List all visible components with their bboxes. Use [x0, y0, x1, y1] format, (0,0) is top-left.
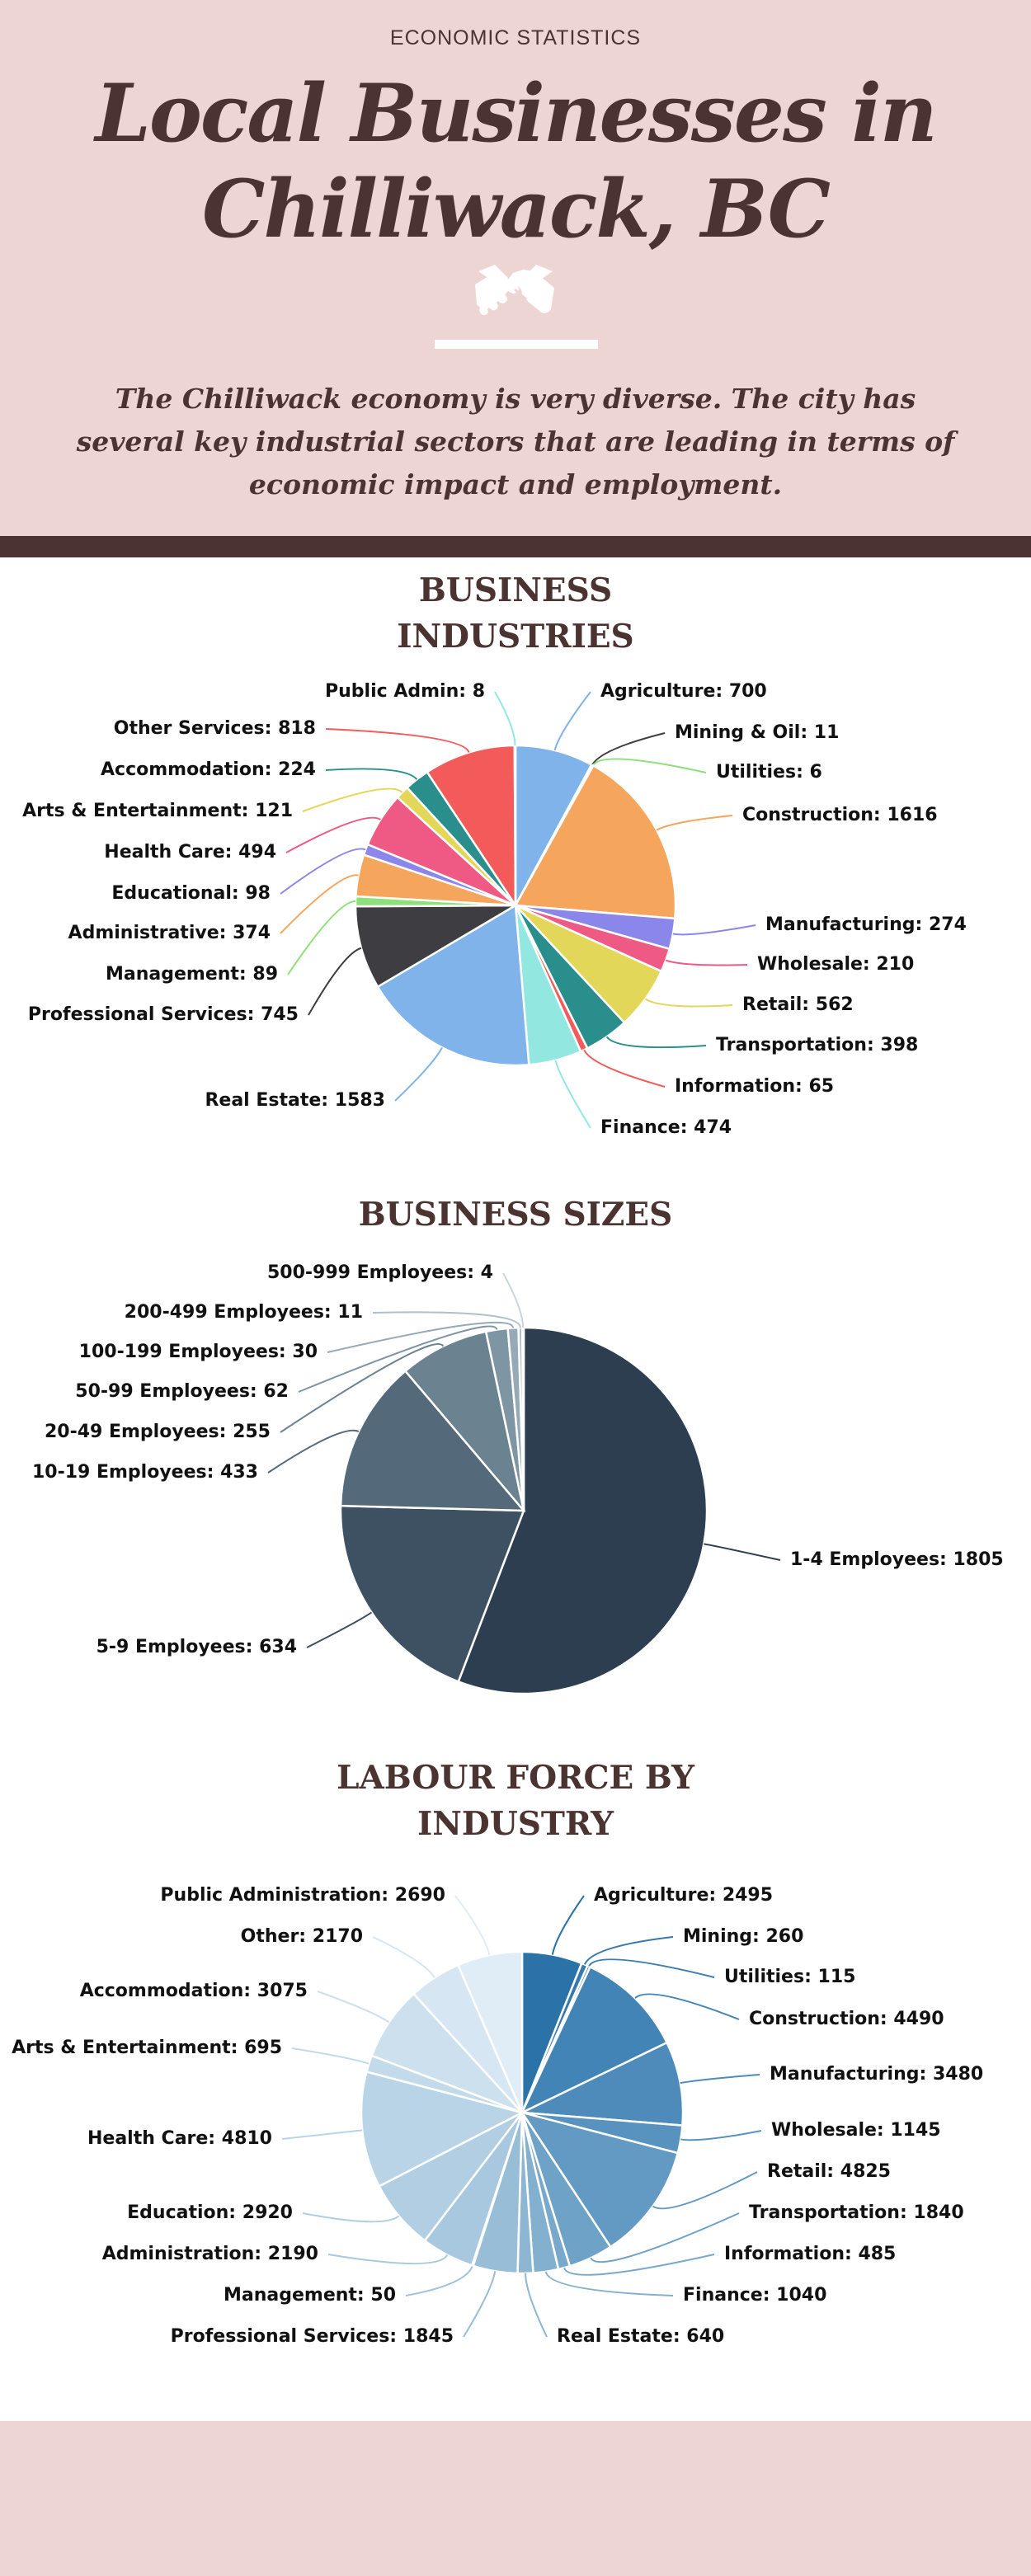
- data-label-mining-and-oil: Mining & Oil: 11: [675, 722, 840, 743]
- pie-slice-public-admin: [515, 745, 516, 905]
- data-label-health-care: Health Care: 4810: [87, 2128, 272, 2149]
- data-label-arts-and-entertainment: Arts & Entertainment: 121: [22, 801, 293, 821]
- data-label-educational: Educational: 98: [111, 883, 271, 904]
- business-industries-title-line-1: BUSINESS: [418, 571, 613, 609]
- leader-line-accommodation: [326, 769, 417, 779]
- title-divider: [435, 340, 598, 349]
- data-label-public-admin: Public Admin: 8: [325, 681, 485, 702]
- leader-line-real-estate: [525, 2273, 547, 2337]
- data-label-management: Management: 50: [223, 2285, 396, 2306]
- labour-force-title-line-1: LABOUR FORCE BY: [337, 1759, 694, 1797]
- data-label-200-499-employees: 200-499 Employees: 11: [124, 1302, 363, 1323]
- labour-force-title-line-2: INDUSTRY: [417, 1805, 614, 1843]
- data-label-100-199-employees: 100-199 Employees: 30: [78, 1342, 318, 1362]
- data-label-administrative: Administrative: 374: [68, 923, 271, 943]
- labour-force-title: [0, 1755, 1031, 1847]
- data-label-public-administration: Public Administration: 2690: [160, 1885, 445, 1906]
- business-sizes-pie-chart: [0, 1245, 1031, 1715]
- leader-line-professional-services: [308, 948, 361, 1015]
- leader-line-other-services: [326, 729, 469, 752]
- leader-line-professional-services: [464, 2271, 495, 2337]
- data-label-administration: Administration: 2190: [101, 2244, 318, 2264]
- data-label-500-999-employees: 500-999 Employees: 4: [266, 1262, 493, 1283]
- data-label-real-estate: Real Estate: 640: [557, 2326, 725, 2347]
- data-label-information: Information: 65: [675, 1076, 835, 1097]
- leader-line-200-499-employees: [373, 1312, 520, 1328]
- page-title-line-1: Local Businesses in: [95, 67, 936, 160]
- data-label-manufacturing: Manufacturing: 274: [765, 914, 967, 935]
- data-label-accommodation: Accommodation: 224: [101, 759, 316, 780]
- leader-line-health-care: [282, 2130, 362, 2139]
- data-label-wholesale: Wholesale: 210: [757, 954, 915, 975]
- leader-line-wholesale: [680, 2131, 761, 2140]
- leader-line-information: [584, 1050, 665, 1087]
- data-label-manufacturing: Manufacturing: 3480: [770, 2064, 984, 2085]
- business-industries-pie-chart: [0, 660, 1031, 1154]
- page-title-line-2: Chilliwack, BC: [201, 162, 830, 256]
- eyebrow-label: ECONOMIC STATISTICS: [389, 26, 642, 49]
- data-label-arts-and-entertainment: Arts & Entertainment: 695: [12, 2038, 282, 2058]
- data-label-other-services: Other Services: 818: [113, 718, 316, 739]
- leader-line-other: [373, 1937, 435, 1977]
- data-label-5-9-employees: 5-9 Employees: 634: [96, 1637, 297, 1657]
- leader-line-1-4-employees: [704, 1544, 780, 1560]
- data-label-utilities: Utilities: 6: [716, 762, 822, 783]
- leader-line-educational: [280, 848, 365, 894]
- leader-line-agriculture: [555, 692, 591, 750]
- leader-line-finance: [555, 1060, 591, 1128]
- data-label-retail: Retail: 562: [742, 994, 854, 1015]
- leader-line-5-9-employees: [307, 1612, 371, 1648]
- leader-line-utilities: [593, 759, 706, 773]
- leader-line-public-admin: [495, 692, 515, 745]
- header-band: [0, 536, 1031, 557]
- leader-line-retail: [645, 999, 732, 1006]
- leader-line-accommodation: [318, 1991, 389, 2022]
- data-label-agriculture: Agriculture: 2495: [594, 1885, 774, 1906]
- leader-line-education: [303, 2213, 399, 2221]
- data-label-50-99-employees: 50-99 Employees: 62: [75, 1381, 289, 1402]
- data-label-retail: Retail: 4825: [767, 2161, 891, 2182]
- leader-line-arts-and-entertainment: [292, 2048, 369, 2064]
- data-label-20-49-employees: 20-49 Employees: 255: [44, 1422, 271, 1442]
- data-label-utilities: Utilities: 115: [724, 1967, 856, 1987]
- leader-line-manufacturing: [680, 2075, 760, 2083]
- leader-line-construction: [657, 816, 732, 830]
- leader-line-transportation: [607, 1037, 706, 1047]
- leader-line-real-estate: [395, 1047, 442, 1101]
- data-label-education: Education: 2920: [127, 2202, 293, 2223]
- leader-line-wholesale: [666, 961, 747, 966]
- labour-force-pie-chart: [0, 1864, 1031, 2358]
- data-label-finance: Finance: 1040: [683, 2285, 827, 2306]
- leader-line-public-administration: [455, 1896, 489, 1955]
- data-label-1-4-employees: 1-4 Employees: 1805: [790, 1549, 1004, 1570]
- data-label-professional-services: Professional Services: 1845: [170, 2326, 454, 2347]
- leader-line-utilities: [589, 1959, 714, 1977]
- handshake-icon: [472, 260, 559, 327]
- page-title: [0, 66, 1031, 257]
- leader-line-management: [288, 901, 355, 975]
- data-label-management: Management: 89: [105, 964, 278, 985]
- business-industries-title: [0, 567, 1031, 660]
- data-label-transportation: Transportation: 1840: [749, 2202, 964, 2223]
- footer-band: [0, 2421, 1031, 2576]
- leader-line-management: [406, 2266, 473, 2296]
- business-sizes-title-line-1: BUSINESS SIZES: [358, 1196, 673, 1234]
- data-label-10-19-employees: 10-19 Employees: 433: [31, 1462, 258, 1483]
- data-label-information: Information: 485: [724, 2244, 897, 2264]
- data-label-finance: Finance: 474: [600, 1117, 732, 1138]
- data-label-agriculture: Agriculture: 700: [600, 681, 767, 702]
- data-label-construction: Construction: 4490: [749, 2009, 944, 2029]
- leader-line-administration: [328, 2254, 447, 2263]
- business-industries-title-line-2: INDUSTRIES: [397, 618, 634, 656]
- leader-line-manufacturing: [673, 925, 756, 934]
- data-label-other: Other: 2170: [240, 1926, 363, 1947]
- data-label-wholesale: Wholesale: 1145: [771, 2120, 941, 2141]
- leader-line-500-999-employees: [503, 1273, 523, 1328]
- data-label-transportation: Transportation: 398: [716, 1035, 919, 1055]
- data-label-professional-services: Professional Services: 745: [27, 1004, 299, 1025]
- pie-slice-500-999-employees: [522, 1328, 524, 1511]
- data-label-mining: Mining: 260: [683, 1926, 804, 1947]
- leader-line-finance: [546, 2272, 673, 2296]
- header-banner: [0, 0, 1031, 536]
- data-label-health-care: Health Care: 494: [104, 842, 276, 863]
- data-label-accommodation: Accommodation: 3075: [79, 1981, 308, 2001]
- data-label-real-estate: Real Estate: 1583: [205, 1090, 385, 1111]
- leader-line-agriculture: [553, 1896, 584, 1955]
- business-sizes-title: [0, 1192, 1031, 1238]
- intro-text: The Chilliwack economy is very diverse. The city has several key industrial sectors that are leading in terms of economic impact and employment.: [76, 383, 955, 501]
- data-label-construction: Construction: 1616: [742, 805, 938, 825]
